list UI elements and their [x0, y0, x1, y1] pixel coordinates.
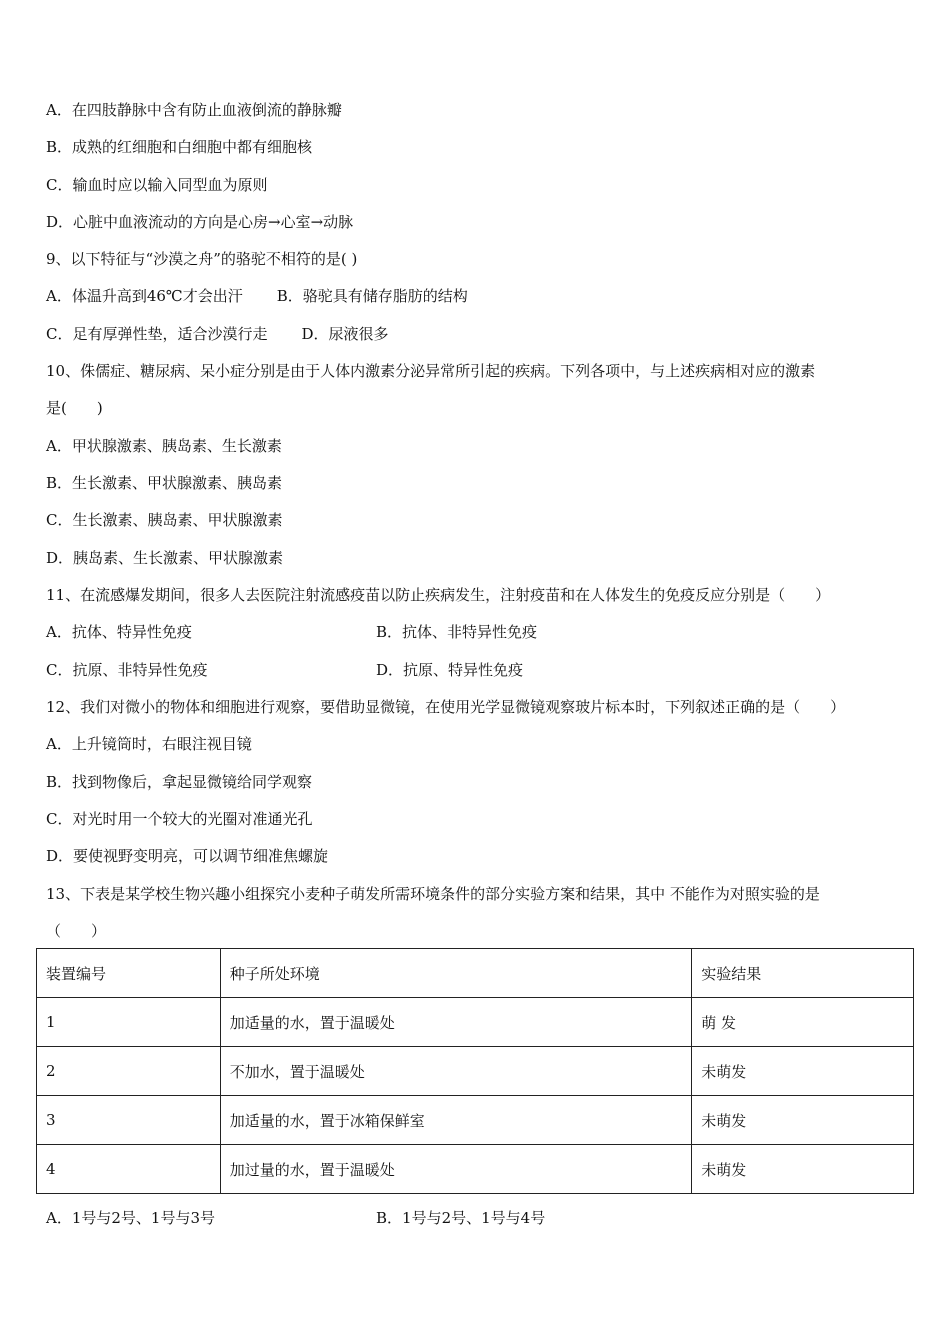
q8-option-c: C．输血时应以输入同型血为原则: [46, 176, 268, 194]
q11-stem: 11、在流感爆发期间，很多人去医院注射流感疫苗以防止疾病发生，注射疫苗和在人体发生的免疫反应分别是（ ）: [46, 586, 831, 604]
q10-option-c: C．生长激素、胰岛素、甲状腺激素: [46, 511, 283, 529]
table-cell: 加适量的水，置于温暖处: [220, 998, 691, 1047]
q12-option-b: B．找到物像后，拿起显微镜给同学观察: [46, 773, 313, 791]
q10-stem-line2: 是( ): [46, 399, 103, 417]
q8-option-a: A．在四肢静脉中含有防止血液倒流的静脉瓣: [46, 101, 342, 119]
q12-option-a: A．上升镜筒时，右眼注视目镜: [46, 735, 252, 753]
table-cell: 4: [37, 1145, 221, 1194]
q8-option-b: B．成熟的红细胞和白细胞中都有细胞核: [46, 138, 313, 156]
table-header-row: [37, 949, 914, 998]
q9-option-d: D．尿液很多: [301, 325, 389, 343]
q11-option-d: D．抗原、特异性免疫: [376, 661, 524, 679]
q10-option-b: B．生长激素、甲状腺激素、胰岛素: [46, 474, 283, 492]
table-row: [37, 1145, 914, 1194]
table-cell: 未萌发: [692, 1145, 914, 1194]
q8-option-d: D．心脏中血液流动的方向是心房→心室→动脉: [46, 213, 354, 231]
q12-option-d: D．要使视野变明亮，可以调节细准焦螺旋: [46, 847, 329, 865]
q13-option-b: B．1号与2号、1号与4号: [376, 1209, 546, 1227]
q10-option-d: D．胰岛素、生长激素、甲状腺激素: [46, 549, 284, 567]
table-cell: 1: [37, 998, 221, 1047]
q11-option-a: A．抗体、特异性免疫: [46, 623, 192, 641]
table-cell: 萌 发: [692, 998, 914, 1047]
q10-stem-line1: 10、侏儒症、糖尿病、呆小症分别是由于人体内激素分泌异常所引起的疾病。下列各项中，与上述疾病相对应的激素: [46, 362, 816, 380]
table-header-cell: 种子所处环境: [220, 949, 691, 998]
q9-options-cd: [46, 324, 389, 344]
q12-stem: 12、我们对微小的物体和细胞进行观察，要借助显微镜，在使用光学显微镜观察玻片标本时，下列叙述正确的是（ ）: [46, 698, 846, 716]
table-row: [37, 1047, 914, 1096]
q12-option-c: C．对光时用一个较大的光圈对准通光孔: [46, 810, 313, 828]
q11-option-b: B．抗体、非特异性免疫: [376, 623, 538, 641]
q13-stem-line1: 13、下表是某学校生物兴趣小组探究小麦种子萌发所需环境条件的部分实验方案和结果，其中 不能作为对照实验的是: [46, 885, 820, 903]
table-cell: 2: [37, 1047, 221, 1096]
q9-options-ab: [46, 286, 468, 306]
q11-option-c: C．抗原、非特异性免疫: [46, 661, 208, 679]
table-row: [37, 1096, 914, 1145]
q9-option-c: C．足有厚弹性垫，适合沙漠行走: [46, 325, 268, 343]
table-row: [37, 998, 914, 1047]
table-cell: 不加水，置于温暖处: [220, 1047, 691, 1096]
experiment-table: [36, 948, 914, 1194]
q9-option-a: A．体温升高到46℃才会出汗: [46, 287, 243, 305]
q13-stem-line2: （ ）: [46, 922, 107, 940]
table-cell: 未萌发: [692, 1047, 914, 1096]
q13-option-a: A．1号与2号、1号与3号: [46, 1209, 216, 1227]
table-cell: 加过量的水，置于温暖处: [220, 1145, 691, 1194]
table-cell: 3: [37, 1096, 221, 1145]
q9-stem: 9、以下特征与“沙漠之舟”的骆驼不相符的是( ): [46, 250, 358, 268]
table-header-cell: 装置编号: [37, 949, 221, 998]
table-cell: 加适量的水，置于冰箱保鲜室: [220, 1096, 691, 1145]
table-cell: 未萌发: [692, 1096, 914, 1145]
table-header-cell: 实验结果: [692, 949, 914, 998]
q10-option-a: A．甲状腺激素、胰岛素、生长激素: [46, 437, 282, 455]
q9-option-b: B．骆驼具有储存脂肪的结构: [276, 287, 468, 305]
